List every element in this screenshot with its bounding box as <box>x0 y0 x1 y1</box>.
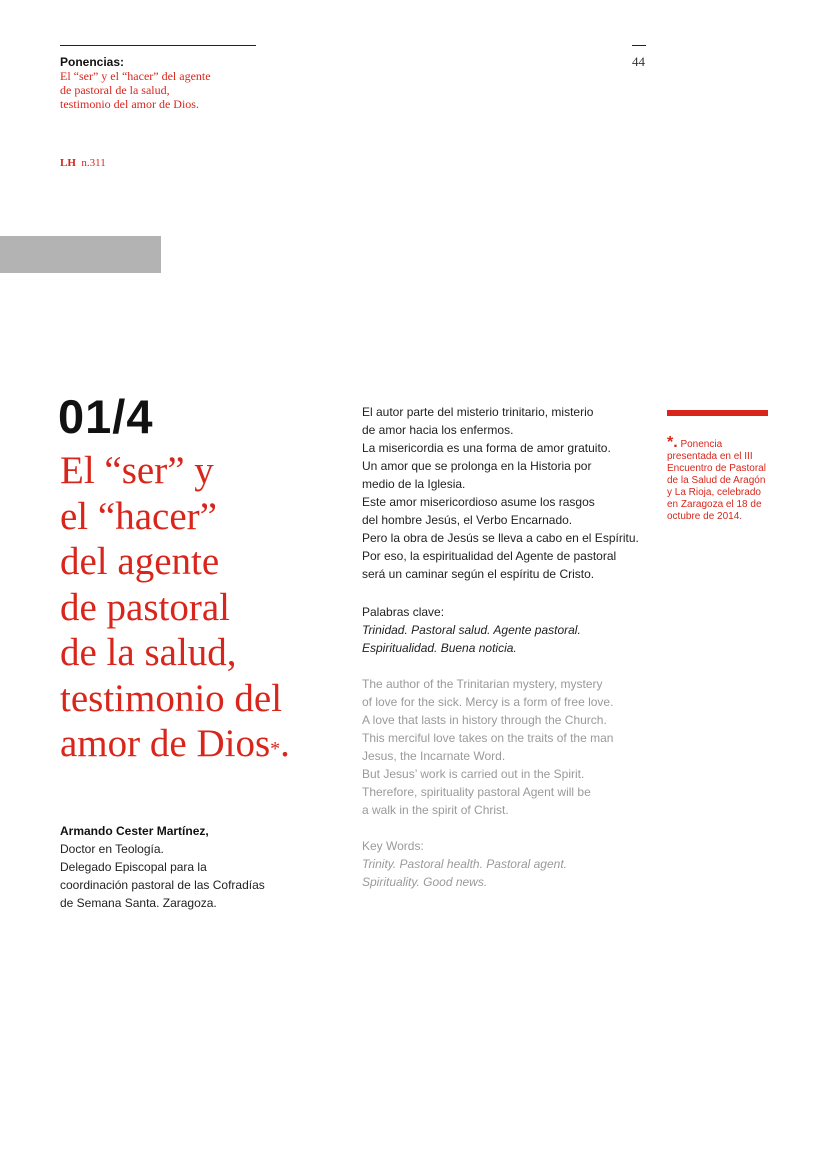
footnote-mark: *. <box>667 434 678 451</box>
title-line: de la salud, <box>60 631 237 674</box>
abstract-line: But Jesus’ work is carried out in the Spirit. <box>362 767 585 781</box>
abstract-line: Un amor que se prolonga en la Historia por <box>362 459 592 473</box>
footnote-line: Ponencia <box>677 439 723 450</box>
title-line: el “hacer” <box>60 494 217 538</box>
keywords-line: Espiritualidad. Buena noticia. <box>362 641 517 655</box>
abstract-line: a walk in the spirit of Christ. <box>362 803 509 817</box>
decorative-gray-band <box>0 236 161 273</box>
article-number: 01/4 <box>58 390 154 443</box>
author-name: Armando Cester Martínez, <box>60 824 209 838</box>
footnote-line: y La Rioja, celebrado <box>667 487 761 498</box>
footnote-line: octubre de 2014. <box>667 511 743 522</box>
journal-issue: n.311 <box>81 157 106 169</box>
footnote-line: presentada en el III <box>667 451 753 462</box>
abstract-line: de amor hacia los enfermos. <box>362 423 514 437</box>
abstract-line: medio de la Iglesia. <box>362 477 466 491</box>
abstract-line: The author of the Trinitarian mystery, mystery <box>362 677 603 691</box>
title-line: de pastoral <box>60 585 231 629</box>
keywords-spanish <box>362 603 647 657</box>
author-block <box>60 822 320 912</box>
footnote-line: de la Salud de Aragón <box>667 475 766 486</box>
abstract-line: El autor parte del misterio trinitario, misterio <box>362 405 594 419</box>
keywords-label: Key Words: <box>362 839 424 853</box>
abstract-line: del hombre Jesús, el Verbo Encarnado. <box>362 513 573 527</box>
keywords-line: Spirituality. Good news. <box>362 875 488 889</box>
header-rule-right <box>632 45 646 46</box>
running-head-section: Ponencias: <box>60 55 125 69</box>
footnote-line: en Zaragoza el 18 de <box>667 499 762 510</box>
keywords-line: Trinidad. Pastoral salud. Agente pastoral. <box>362 623 581 637</box>
abstract-line: será un caminar según el espíritu de Cristo. <box>362 567 595 581</box>
footnote-reference[interactable]: * <box>270 738 281 760</box>
page-number: 44 <box>632 54 645 69</box>
author-line: de Semana Santa. Zaragoza. <box>60 896 217 910</box>
abstract-line: Pero la obra de Jesús se lleva a cabo en el Espíritu. <box>362 531 639 545</box>
abstract-spanish <box>362 403 647 583</box>
header-rule-left <box>60 45 256 46</box>
title-line: testimonio del <box>60 676 283 720</box>
author-line: Doctor en Teología. <box>60 842 164 856</box>
journal-abbr: LH <box>60 157 76 169</box>
abstract-line: Por eso, la espiritualidad del Agente de pastoral <box>362 549 617 563</box>
footnote-accent-bar <box>667 410 768 416</box>
keywords-english <box>362 837 647 891</box>
abstract-line: This merciful love takes on the traits of the man <box>362 731 614 745</box>
running-title-line: testimonio del amor de Dios. <box>60 97 199 111</box>
running-head-title <box>60 69 280 111</box>
title-text-end: amor de Dios <box>60 722 271 765</box>
running-title-line: El “ser” y el “hacer” del agente <box>60 69 211 83</box>
journal-reference <box>60 157 106 169</box>
running-title-line: de pastoral de la salud, <box>60 83 170 97</box>
footnote <box>667 434 777 523</box>
abstract-line: of love for the sick. Mercy is a form of free love. <box>362 695 614 709</box>
keywords-label: Palabras clave: <box>362 605 445 619</box>
abstract-line: Therefore, spirituality pastoral Agent will be <box>362 785 591 799</box>
article-title <box>60 448 350 767</box>
title-line: El “ser” y <box>60 449 214 492</box>
title-period: . <box>280 722 290 765</box>
author-line: coordinación pastoral de las Cofradías <box>60 878 265 892</box>
footnote-line: Encuentro de Pastoral <box>667 463 766 474</box>
title-line-last <box>60 721 350 767</box>
author-line: Delegado Episcopal para la <box>60 860 207 874</box>
abstract-line: A love that lasts in history through the Church. <box>362 713 607 727</box>
abstract-line: La misericordia es una forma de amor gratuito. <box>362 441 611 455</box>
title-line: del agente <box>60 540 220 583</box>
keywords-line: Trinity. Pastoral health. Pastoral agent. <box>362 857 567 871</box>
abstract-english <box>362 675 647 819</box>
abstract-line: Jesus, the Incarnate Word. <box>362 749 506 763</box>
abstract-line: Este amor misericordioso asume los rasgos <box>362 495 595 509</box>
